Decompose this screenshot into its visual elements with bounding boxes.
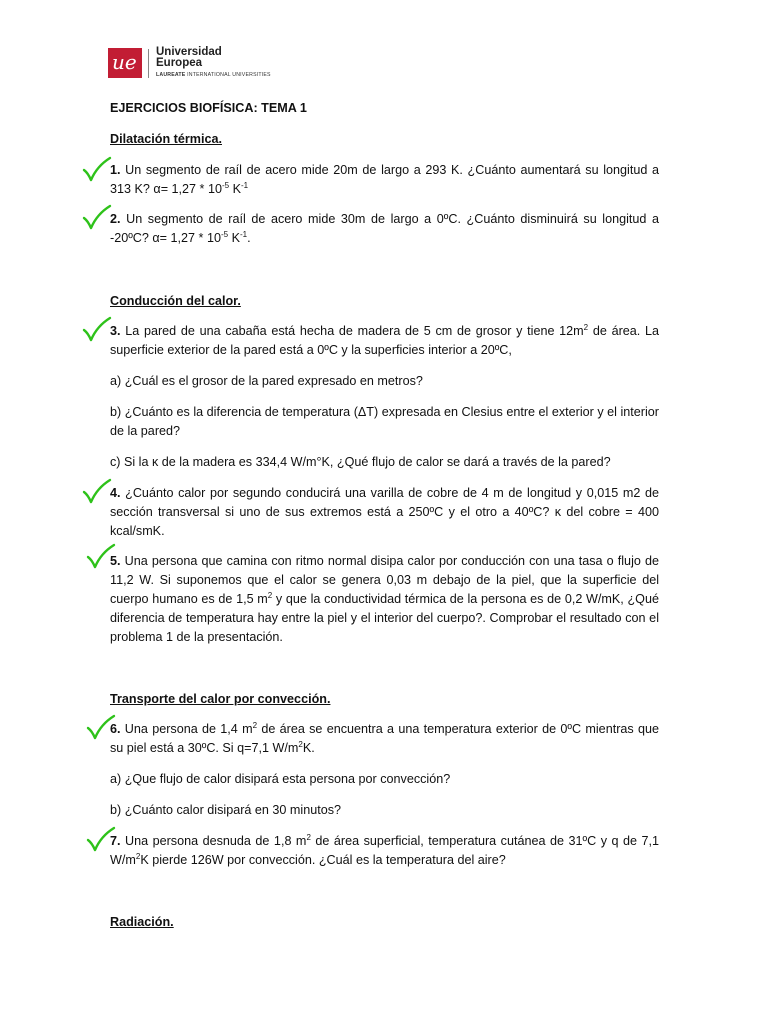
exercise-number: 1. [110,163,121,177]
section-heading-radiacion: Radiación. [110,915,174,929]
superscript: -1 [241,180,249,190]
exercise-text: K. [302,741,315,755]
exercise-text: Una persona de 1,4 m [120,722,253,736]
exercise-text: Una persona desnuda de 1,8 m [120,834,307,848]
exercise-6a: a) ¿Que flujo de calor disipará esta persona por convección? [110,772,451,786]
exercise-number: 7. [110,834,121,848]
exercise-text: . [247,231,251,245]
logo-name: Universidad Europea [156,46,222,69]
exercise-number: 3. [110,324,121,338]
exercise-2 [110,210,659,248]
superscript: -5 [221,180,230,190]
logo-sub-text: INTERNATIONAL UNIVERSITIES [185,72,271,78]
section-heading-dilatacion: Dilatación térmica. [110,132,222,146]
exercise-text: de área. La superficie exterior de la pared está a 0ºC y la superficies interior a 20ºC, [110,324,659,357]
exercise-text: ¿Cuánto calor por segundo conducirá una varilla de cobre de 4 m de longitud y 0,015 m2 de sección transversal si uno de sus extremos está a 250ºC y el otro a 40ºC? κ del cobre = 400 kcal/smK. [110,486,659,538]
superscript: 2 [135,851,141,861]
logo-divider [148,49,149,78]
exercise-text: K pierde 126W por convección. ¿Cuál es la temperatura del aire? [140,853,506,867]
exercise-number: 4. [110,486,121,500]
exercise-5 [110,552,659,647]
exercise-text: Un segmento de raíl de acero mide 30m de largo a 0ºC. ¿Cuánto disminuirá su longitud a -20ºC? α= 1,27 * 10 [110,212,659,245]
superscript: 2 [298,739,303,749]
checkmark-icon [82,204,112,230]
superscript: 2 [252,720,258,730]
exercise-text: Una persona que camina con ritmo normal disipa calor por conducción con una tasa o flujo de 11,2 W. Si suponemos que el calor se genera 0,03 m debajo de la piel, que la superficie del cuerpo humano es de 1,5 m [110,554,659,606]
exercise-text: K [229,182,241,196]
section-heading-conduccion: Conducción del calor. [110,294,241,308]
superscript: 2 [306,832,311,842]
exercise-text: Un segmento de raíl de acero mide 20m de largo a 293 K. ¿Cuánto aumentará su longitud a 313 K? α= 1,27 * 10 [110,163,659,196]
exercise-number: 6. [110,722,121,736]
checkmark-icon [82,478,112,504]
exercise-text: K [228,231,240,245]
exercise-7 [110,832,659,870]
exercise-3c: c) Si la κ de la madera es 334,4 W/m°K, ¿Qué flujo de calor se dará a través de la pared? [110,455,611,469]
logo-mark-text: ue [112,50,137,74]
superscript: 2 [583,322,589,332]
exercise-text: de área superficial, temperatura cutánea de 31ºC y q de 7,1 W/m [110,834,659,867]
university-logo [108,48,308,82]
exercise-3a: a) ¿Cuál es el grosor de la pared expresado en metros? [110,374,423,388]
exercise-text: de área se encuentra a una temperatura exterior de 0ºC mientras que su piel está a 30ºC. Si q=7,1 W/m [110,722,659,755]
exercise-4 [110,484,659,541]
exercise-number: 2. [110,212,121,226]
exercise-text: La pared de una cabaña está hecha de madera de 5 cm de grosor y tiene 12m [120,324,584,338]
page-title: EJERCICIOS BIOFÍSICA: TEMA 1 [110,101,307,115]
superscript: 2 [267,590,273,600]
exercise-text: y que la conductividad térmica de la persona es de 0,2 W/mK, ¿Qué diferencia de temperatura hay entre la piel y el interior del cuerpo?. Comprobar el resultado con el problema 1 de la presentación. [110,592,659,644]
superscript: -5 [220,229,229,239]
superscript: -1 [239,229,248,239]
section-heading-conveccion: Transporte del calor por convección. [110,692,331,706]
logo-sub-bold: LAUREATE [156,72,186,78]
exercise-1 [110,161,659,199]
exercise-6b: b) ¿Cuánto calor disipará en 30 minutos? [110,803,342,817]
exercise-3b: b) ¿Cuánto es la diferencia de temperatura (ΔT) expresada en Clesius entre el exterior y el interior de la pared? [110,405,659,438]
checkmark-icon [82,316,112,342]
exercise-6 [110,720,659,758]
exercise-3 [110,322,659,360]
logo-subtitle [156,72,271,78]
checkmark-icon [82,156,112,182]
exercise-number: 5. [110,554,121,568]
logo-mark [108,48,142,78]
